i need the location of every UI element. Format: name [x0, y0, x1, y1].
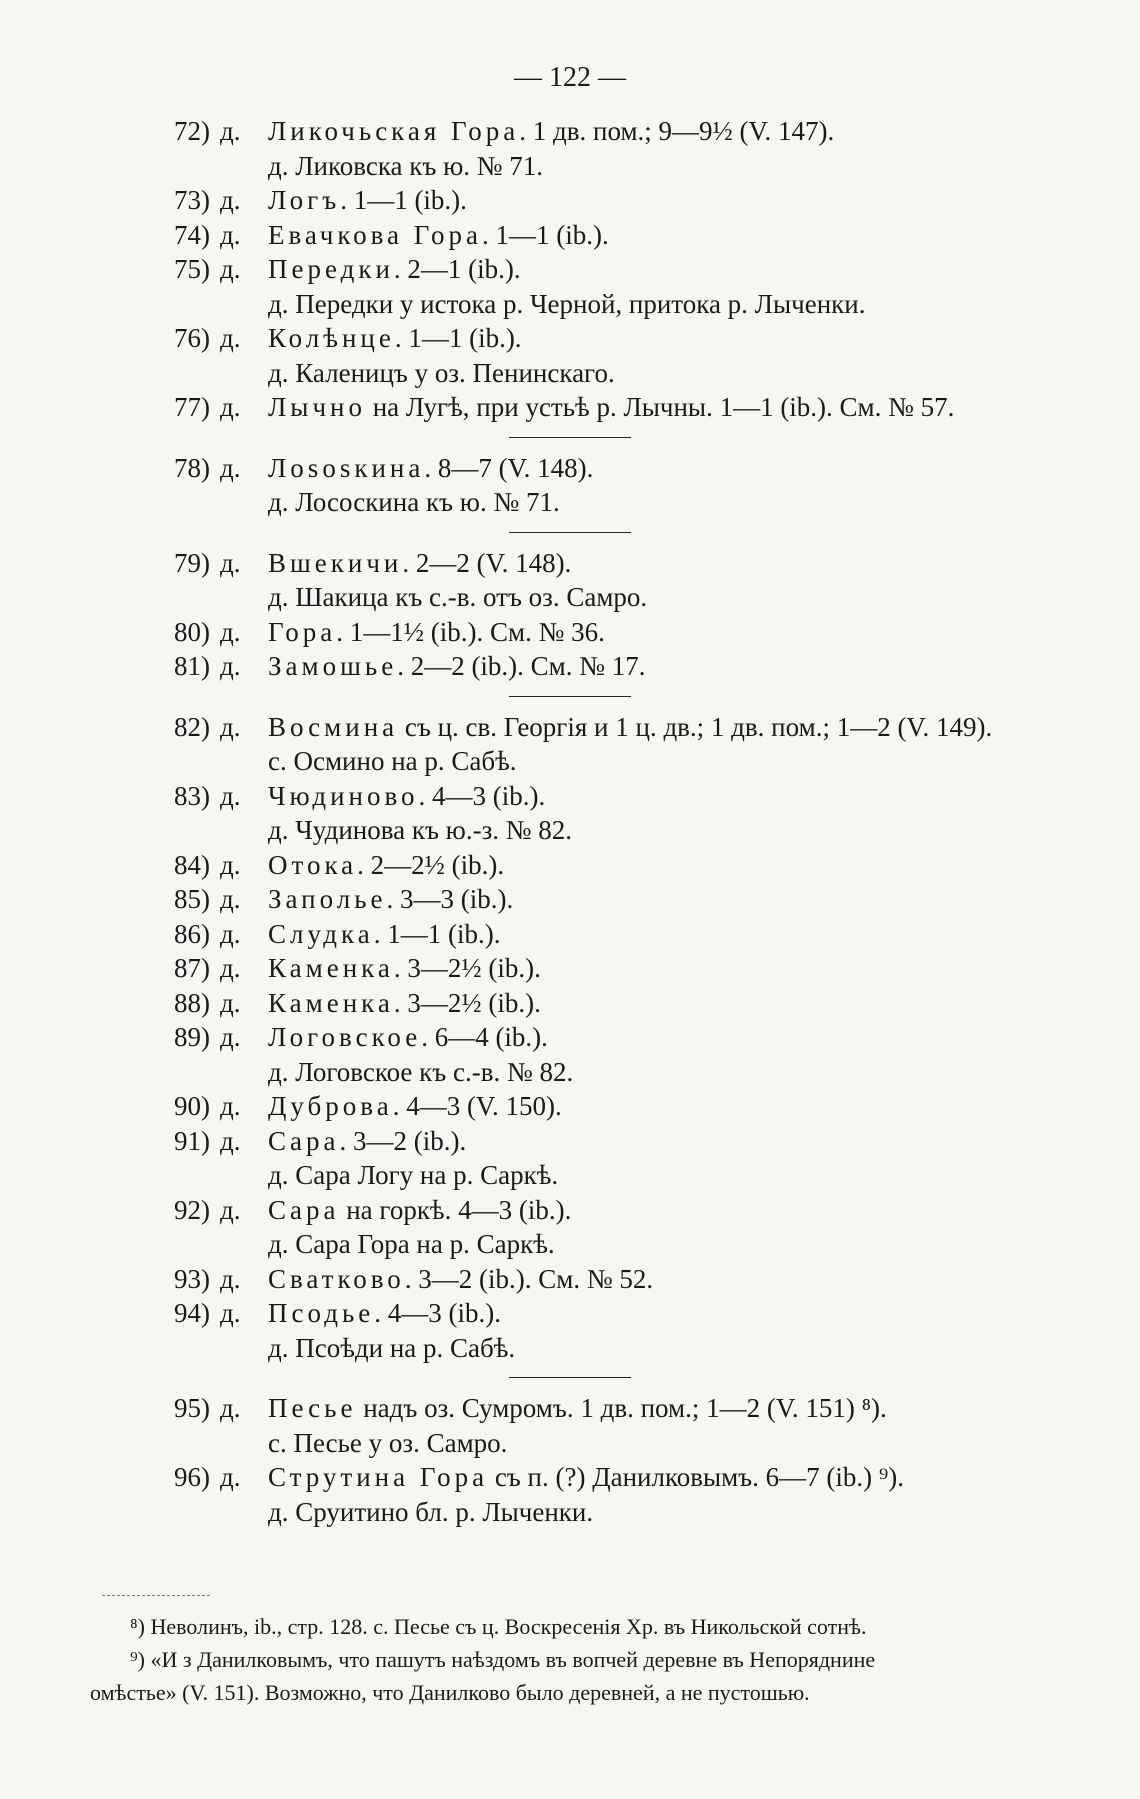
entry-body	[268, 1089, 562, 1124]
place-name: Лычно	[268, 392, 366, 422]
place-name: Евачкова Гора	[268, 219, 482, 250]
section-divider	[509, 1377, 631, 1378]
entry-number: 96)	[174, 1462, 210, 1492]
entry-line	[0, 1460, 1140, 1495]
modern-identification-text: д. Сруитино бл. р. Лыченки.	[268, 1496, 594, 1527]
entry-prefix: д.	[220, 1022, 241, 1052]
modern-identification	[0, 356, 1140, 391]
entry-body	[268, 649, 646, 684]
entry-number: 78)	[174, 452, 210, 483]
modern-identification	[0, 1495, 1140, 1530]
entry-details: съ ц. св. Георгія и 1 ц. дв.; 1 дв. пом.; 1—2 (V. 149).	[398, 711, 993, 742]
place-name: Передки	[268, 254, 394, 284]
place-name: Колѣнце	[268, 323, 395, 353]
place-name: Сара	[268, 1125, 340, 1156]
entry-line	[0, 390, 1140, 425]
entry-details: . 1—1 (ib.).	[373, 918, 501, 949]
entry-details: надъ оз. Сумромъ. 1 дв. пом.; 1—2 (V. 151) ⁸).	[356, 1393, 887, 1423]
entry-details: . 1 дв. пом.; 9—9½ (V. 147).	[519, 116, 835, 146]
entry-prefix: д.	[220, 1462, 241, 1492]
modern-identification	[0, 744, 1140, 779]
footnote-9-continued: омѣстье» (V. 151). Возможно, что Данилково было деревней, а не пустошью.	[90, 1680, 810, 1705]
entry-prefix: д.	[220, 1091, 241, 1121]
entry-body	[268, 321, 522, 356]
modern-identification-text: д. Чудинова къ ю.-з. № 82.	[268, 815, 573, 845]
entry-body	[268, 615, 605, 650]
entry-number: 75)	[174, 254, 210, 284]
place-name: Ликочьская Гора	[268, 116, 520, 146]
entry-details: . 4—3 (V. 150).	[392, 1091, 562, 1121]
modern-identification	[0, 149, 1140, 184]
modern-identification	[0, 813, 1140, 848]
place-name: Логъ	[268, 185, 341, 215]
entry-details: . 1—1 (ib.).	[481, 219, 609, 250]
entry-number: 72)	[174, 116, 210, 146]
entry-body	[268, 882, 513, 917]
place-name: Слудка	[268, 918, 374, 949]
modern-identification	[0, 1158, 1140, 1193]
entry-body	[268, 390, 954, 425]
entry-details: на Лугѣ, при устьѣ р. Лычны. 1—1 (ib.). См. № 57.	[365, 392, 955, 422]
entry-details: . 6—4 (ib.).	[421, 1022, 548, 1052]
entry-line	[0, 1020, 1140, 1055]
entry-line	[0, 114, 1140, 149]
entry-number: 88)	[174, 987, 210, 1018]
entry-number: 90)	[174, 1091, 210, 1121]
entry-prefix: д.	[220, 953, 241, 983]
entry-number: 74)	[174, 219, 210, 250]
entry-line	[0, 252, 1140, 287]
entry-prefix: д.	[220, 1263, 241, 1294]
entry-details: . 1—1 (ib.).	[340, 185, 467, 215]
entry-details: . 2—2½ (ib.).	[357, 849, 505, 880]
entry-number: 79)	[174, 547, 210, 578]
entry-line	[0, 951, 1140, 986]
entry-number: 82)	[174, 711, 210, 742]
entry-prefix: д.	[220, 1393, 241, 1423]
entry-number: 85)	[174, 884, 210, 914]
entry-body	[268, 710, 992, 745]
entry-line	[0, 1262, 1140, 1297]
place-name: Песье	[268, 1393, 357, 1423]
modern-identification-text: д. Логовское къ с.-в. № 82.	[268, 1056, 574, 1087]
entry-prefix: д.	[220, 884, 241, 914]
entry-body	[268, 252, 521, 287]
entry-prefix: д.	[220, 1125, 241, 1156]
entry-details: . 2—2 (ib.). См. № 17.	[397, 651, 646, 681]
entry-body	[268, 1460, 904, 1495]
entry-line	[0, 986, 1140, 1021]
entry-number: 73)	[174, 185, 210, 215]
place-name: Каменка	[268, 987, 394, 1018]
entry-details: . 3—2 (ib.). См. № 52.	[404, 1263, 654, 1294]
footnote-rule	[102, 1595, 210, 1596]
entry-line	[0, 183, 1140, 218]
entry-line	[0, 1193, 1140, 1228]
place-name: Логовское	[268, 1022, 422, 1052]
modern-identification	[0, 1331, 1140, 1366]
place-name: Дуброва	[268, 1091, 393, 1121]
entry-body	[268, 1391, 887, 1426]
entry-details: . 4—3 (ib.).	[418, 780, 546, 811]
entry-prefix: д.	[220, 452, 241, 483]
place-name: Струтина Гора	[268, 1462, 489, 1492]
modern-identification	[0, 1227, 1140, 1262]
entry-number: 93)	[174, 1263, 210, 1294]
entry-prefix: д.	[220, 651, 241, 681]
entry-body	[268, 986, 541, 1021]
entry-prefix: д.	[220, 780, 241, 811]
modern-identification-text: д. Ликовска къ ю. № 71.	[268, 150, 544, 181]
entry-line	[0, 710, 1140, 745]
entry-prefix: д.	[220, 254, 241, 284]
entry-body	[268, 1193, 571, 1228]
entry-list	[0, 114, 1140, 1529]
entry-number: 92)	[174, 1194, 210, 1225]
modern-identification-text: д. Каленицъ у оз. Пенинскаго.	[268, 357, 615, 388]
footnote-8: ⁸) Неволинъ, ib., стр. 128. с. Песье съ ц. Воскресенія Хр. въ Никольской сотнѣ.	[130, 1614, 867, 1639]
footnotes	[90, 1610, 1050, 1709]
entry-number: 89)	[174, 1022, 210, 1052]
entry-line	[0, 1296, 1140, 1331]
entry-body	[268, 451, 593, 486]
place-name: Каменка	[268, 953, 394, 983]
entry-prefix: д.	[220, 849, 241, 880]
entry-line	[0, 1124, 1140, 1159]
entry-prefix: д.	[220, 616, 241, 647]
place-name: Замошье	[268, 651, 398, 681]
entry-line	[0, 1391, 1140, 1426]
entry-line	[0, 649, 1140, 684]
entry-line	[0, 882, 1140, 917]
entry-details: . 3—3 (ib.).	[386, 884, 514, 914]
entry-body	[268, 1124, 466, 1159]
entry-number: 76)	[174, 323, 210, 353]
entry-body	[268, 114, 834, 149]
entry-details: . 4—3 (ib.).	[374, 1298, 501, 1328]
entry-prefix: д.	[220, 987, 241, 1018]
entry-number: 84)	[174, 849, 210, 880]
entry-line	[0, 615, 1140, 650]
section-divider	[509, 696, 631, 697]
modern-identification-text: д. Лососкина къ ю. № 71.	[268, 487, 560, 517]
entry-line	[0, 218, 1140, 253]
section-divider	[509, 437, 631, 438]
entry-line	[0, 779, 1140, 814]
entry-line	[0, 1089, 1140, 1124]
entry-line	[0, 321, 1140, 356]
place-name: Сара	[268, 1194, 340, 1225]
entry-prefix: д.	[220, 323, 241, 353]
place-name: Сватково	[268, 1263, 405, 1294]
entry-number: 91)	[174, 1125, 210, 1156]
entry-prefix: д.	[220, 185, 241, 215]
entry-prefix: д.	[220, 219, 241, 250]
modern-identification-text: д. Сара Логу на р. Саркѣ.	[268, 1160, 559, 1190]
place-name: Лososкина	[268, 452, 425, 483]
modern-identification	[0, 485, 1140, 520]
entry-body	[268, 917, 500, 952]
entry-body	[268, 218, 609, 253]
entry-details: . 3—2½ (ib.).	[393, 953, 541, 983]
entry-number: 77)	[174, 392, 210, 422]
entry-details: . 3—2 (ib.).	[339, 1125, 467, 1156]
entry-prefix: д.	[220, 547, 241, 578]
entry-body	[268, 546, 571, 581]
entry-details: . 1—1 (ib.).	[394, 323, 522, 353]
place-name: Псодье	[268, 1298, 375, 1328]
entry-prefix: д.	[220, 1298, 241, 1328]
entry-prefix: д.	[220, 711, 241, 742]
place-name: Заполье	[268, 884, 387, 914]
entry-body	[268, 1296, 501, 1331]
modern-identification	[0, 1055, 1140, 1090]
entry-number: 80)	[174, 616, 210, 647]
entry-prefix: д.	[220, 392, 241, 422]
entry-line	[0, 546, 1140, 581]
entry-details: . 1—1½ (ib.). См. № 36.	[336, 616, 605, 647]
entry-number: 81)	[174, 651, 210, 681]
entry-number: 95)	[174, 1393, 210, 1423]
entry-line	[0, 917, 1140, 952]
entry-prefix: д.	[220, 918, 241, 949]
place-name: Чюдиново	[268, 780, 419, 811]
modern-identification	[0, 287, 1140, 322]
modern-identification-text: д. Псоѣди на р. Сабѣ.	[268, 1332, 516, 1363]
section-divider	[509, 532, 631, 533]
entry-prefix: д.	[220, 1194, 241, 1225]
entry-details: . 3—2½ (ib.).	[393, 987, 541, 1018]
footnote-9: ⁹) «И з Данилковымъ, что пашутъ наѣздомъ въ вопчей деревне въ Непоряднине	[130, 1647, 876, 1672]
entry-details: . 2—1 (ib.).	[393, 254, 521, 284]
modern-identification-text: д. Передки у истока р. Черной, притока р. Лыченки.	[268, 288, 866, 319]
entry-details: . 2—2 (V. 148).	[402, 547, 572, 578]
entry-body	[268, 1020, 548, 1055]
entry-body	[268, 848, 504, 883]
entry-number: 94)	[174, 1298, 210, 1328]
entry-number: 86)	[174, 918, 210, 949]
entry-body	[268, 951, 541, 986]
place-name: Вшекичи	[268, 547, 403, 578]
entry-details: на горкѣ. 4—3 (ib.).	[339, 1194, 572, 1225]
place-name: Отока	[268, 849, 358, 880]
place-name: Гора	[268, 616, 337, 647]
modern-identification-text: с. Песье у оз. Самро.	[268, 1427, 508, 1458]
modern-identification	[0, 580, 1140, 615]
place-name: Восмина	[268, 711, 399, 742]
entry-details: съ п. (?) Данилковымъ. 6—7 (ib.) ⁹).	[488, 1462, 905, 1492]
entry-body	[268, 779, 545, 814]
entry-body	[268, 1262, 653, 1297]
entry-prefix: д.	[220, 116, 241, 146]
entry-line	[0, 848, 1140, 883]
entry-body	[268, 183, 467, 218]
modern-identification-text: с. Осмино на р. Сабѣ.	[268, 746, 517, 776]
entry-line	[0, 451, 1140, 486]
modern-identification-text: д. Шакица къ с.-в. отъ оз. Самро.	[268, 582, 648, 612]
modern-identification-text: д. Сара Гора на р. Саркѣ.	[268, 1229, 555, 1259]
entry-number: 87)	[174, 953, 210, 983]
modern-identification	[0, 1426, 1140, 1461]
entry-number: 83)	[174, 780, 210, 811]
entry-details: . 8—7 (V. 148).	[424, 452, 594, 483]
page-number: — 122 —	[514, 62, 626, 93]
